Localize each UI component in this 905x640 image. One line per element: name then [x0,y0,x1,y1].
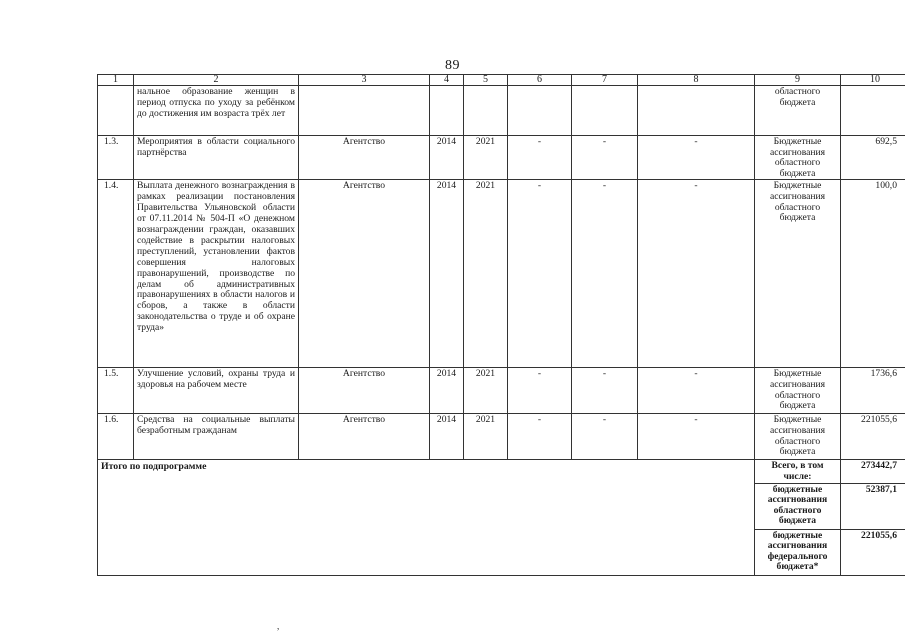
row-col7: - [572,414,638,460]
program-table [97,74,905,576]
row-end-year: 2021 [464,136,508,180]
row-description: нальное образование женщин в период отпуска по уходу за ребёнком до достижения им возраста трёх лет [134,86,299,136]
row-col8: - [638,368,755,414]
row-description: Выплата денежного вознаграждения в рамках реализации постановления Правительства Ульяновской области от 07.11.2014 № 504-П «О денежном вознаграждении граждан, оказавших содействие в раскрытии налоговых преступлений, установлении фактов совершения налоговых правонарушений, производстве по делам об административных правонарушениях в области налогов и сборов, а также в области законодательства о труде и об охране труда» [134,180,299,368]
row-number: 1.5. [98,368,134,414]
row-agency [299,86,430,136]
row-amount: 100,0 [841,180,905,368]
total-funding-source: Всего, в том числе: [755,460,841,483]
column-number: 8 [638,75,755,86]
row-number [98,86,134,136]
row-description: Улучшение условий, охраны труда и здоровья на рабочем месте [134,368,299,414]
table-row [98,368,905,414]
row-start-year: 2014 [430,414,464,460]
total-amount: 273442,7 [841,460,905,483]
row-number: 1.3. [98,136,134,180]
column-number: 1 [98,75,134,86]
row-amount: 1736,6 [841,368,905,414]
row-end-year [464,86,508,136]
row-col6: - [508,180,572,368]
column-number: 7 [572,75,638,86]
row-start-year: 2014 [430,368,464,414]
column-number: 9 [755,75,841,86]
row-agency: Агентство [299,414,430,460]
row-agency: Агентство [299,368,430,414]
column-number: 5 [464,75,508,86]
total-row [98,460,905,483]
row-funding-source: областного бюджета [755,86,841,136]
column-number: 3 [299,75,430,86]
row-start-year: 2014 [430,180,464,368]
row-amount: 692,5 [841,136,905,180]
row-end-year: 2021 [464,414,508,460]
column-number: 6 [508,75,572,86]
row-col8: - [638,136,755,180]
total-amount: 221055,6 [841,529,905,575]
column-number-row [98,75,905,86]
row-col7: - [572,180,638,368]
table-row [98,414,905,460]
row-col6: - [508,136,572,180]
row-col7: - [572,368,638,414]
row-funding-source: Бюджетные ассигнования областного бюджета [755,368,841,414]
row-funding-source: Бюджетные ассигнования областного бюджета [755,180,841,368]
row-end-year: 2021 [464,180,508,368]
row-amount: 221055,6 [841,414,905,460]
row-description: Средства на социальные выплаты безработным гражданам [134,414,299,460]
column-number: 4 [430,75,464,86]
row-start-year [430,86,464,136]
total-funding-source: бюджетные ассигнования федерального бюджета* [755,529,841,575]
row-col6 [508,86,572,136]
table-row [98,180,905,368]
table-row [98,136,905,180]
column-number: 10 [841,75,905,86]
row-description: Мероприятия в области социального партнёрства [134,136,299,180]
footer-mark: , [277,621,280,631]
row-agency: Агентство [299,180,430,368]
row-amount [841,86,905,136]
row-funding-source: Бюджетные ассигнования областного бюджета [755,136,841,180]
table-row [98,86,905,136]
row-col6: - [508,414,572,460]
row-col7 [572,86,638,136]
row-funding-source: Бюджетные ассигнования областного бюджета [755,414,841,460]
column-number: 2 [134,75,299,86]
page-number: 89 [445,58,460,73]
row-col8 [638,86,755,136]
total-label: Итого по подпрограмме [98,460,755,575]
total-amount: 52387,1 [841,483,905,529]
row-col8: - [638,180,755,368]
row-number: 1.6. [98,414,134,460]
row-col8: - [638,414,755,460]
row-col7: - [572,136,638,180]
total-funding-source: бюджетные ассигнования областного бюджета [755,483,841,529]
row-number: 1.4. [98,180,134,368]
row-agency: Агентство [299,136,430,180]
row-end-year: 2021 [464,368,508,414]
row-col6: - [508,368,572,414]
row-start-year: 2014 [430,136,464,180]
